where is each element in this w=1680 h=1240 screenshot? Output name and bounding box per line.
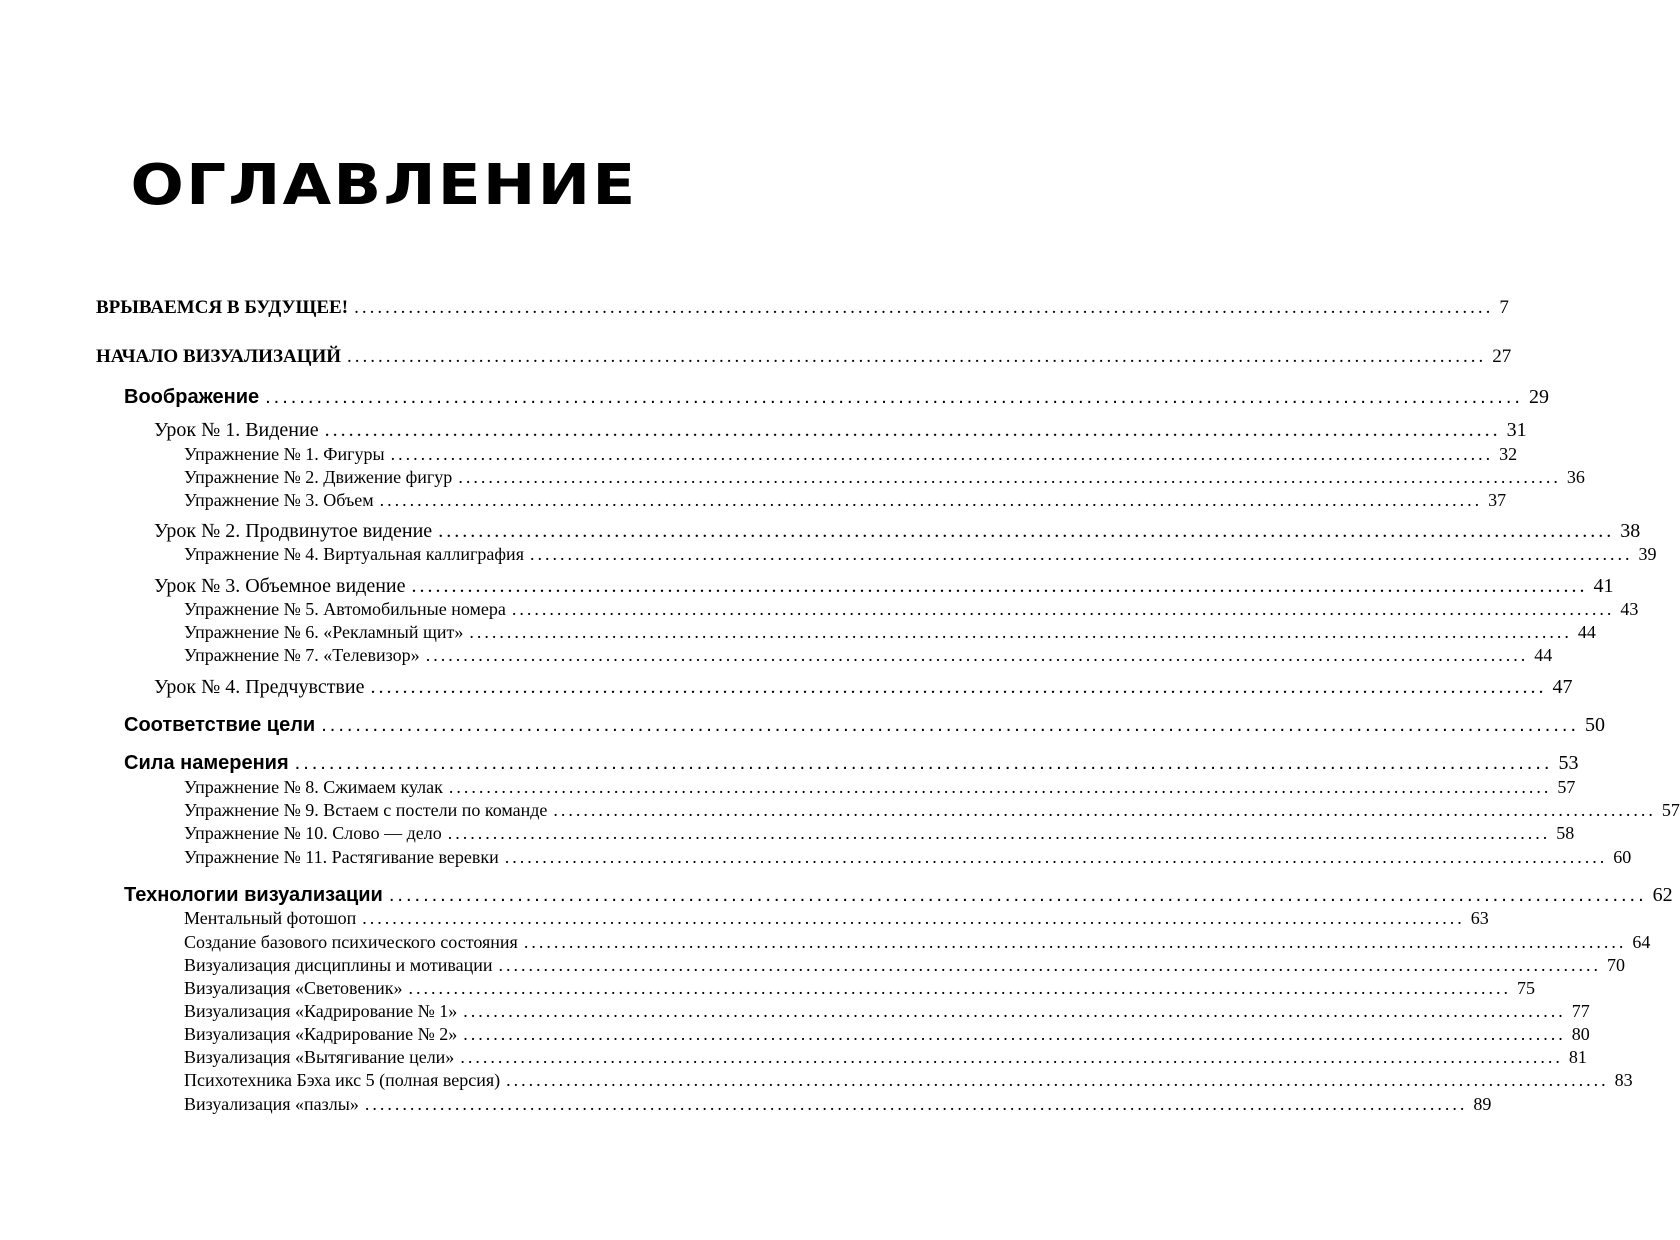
toc-entry[interactable] [154, 418, 1527, 442]
toc-entry-label: Визуализация «пазлы» [184, 1094, 359, 1114]
toc-entry[interactable] [184, 1022, 1590, 1046]
toc-entry[interactable] [154, 574, 1614, 598]
dot-leader: ................................................................................................................................................... [425, 645, 1529, 665]
toc-entry-label: Упражнение № 10. Слово — дело [184, 823, 442, 843]
dot-leader: ................................................................................................................................................... [354, 297, 1494, 318]
dot-leader: ................................................................................................................................................... [460, 1047, 1563, 1067]
toc-entry-page-number: 27 [1492, 346, 1512, 367]
toc-entry-page-number: 44 [1577, 622, 1596, 642]
toc-entry[interactable] [184, 465, 1585, 489]
toc-entry-page-number: 39 [1638, 544, 1657, 564]
toc-entry[interactable] [184, 798, 1680, 822]
toc-entry-page-number: 60 [1613, 847, 1632, 867]
toc-entry-page-number: 44 [1534, 645, 1553, 665]
dot-leader: ................................................................................................................................................... [498, 955, 1601, 975]
toc-entry[interactable] [184, 1092, 1492, 1116]
toc-entry[interactable] [184, 976, 1535, 1000]
toc-entry-label: Создание базового психического состояния [184, 932, 518, 952]
dot-leader: ................................................................................................................................................... [523, 932, 1627, 952]
toc-entry-page-number: 75 [1516, 978, 1535, 998]
toc-entry[interactable] [184, 488, 1507, 512]
toc-entry-page-number: 47 [1552, 676, 1573, 698]
toc-entry-page-number: 43 [1620, 599, 1639, 619]
dot-leader: ................................................................................................................................................... [388, 884, 1647, 906]
toc-entry[interactable] [124, 751, 1579, 775]
toc-entry-label: Упражнение № 9. Встаем с постели по команде [184, 800, 548, 820]
toc-entry[interactable] [124, 385, 1549, 409]
toc-entry-page-number: 38 [1620, 520, 1641, 542]
dot-leader: ................................................................................................................................................... [390, 444, 1494, 464]
toc-entry-label: Визуализация дисциплины и мотивации [184, 955, 493, 975]
page-title: ОГЛАВЛЕНИЕ [130, 153, 638, 218]
toc-entry-page-number: 36 [1566, 467, 1585, 487]
dot-leader: ................................................................................................................................................... [463, 1024, 1566, 1044]
toc-entry[interactable] [184, 542, 1657, 566]
dot-leader: ................................................................................................................................................... [447, 823, 1551, 843]
dot-leader: ................................................................................................................................................... [364, 1094, 1468, 1114]
toc-entry-label: Визуализация «Световеник» [184, 978, 403, 998]
toc-entry-label: Визуализация «Вытягивание цели» [184, 1047, 455, 1067]
toc-entry-page-number: 58 [1556, 823, 1575, 843]
toc-entry-label: Урок № 3. Объемное видение [154, 575, 406, 597]
toc-entry[interactable] [124, 883, 1673, 907]
toc-entry[interactable] [184, 953, 1625, 977]
toc-entry-label: Соответствие цели [124, 714, 316, 736]
dot-leader: ................................................................................................................................................... [379, 490, 1483, 510]
toc-entry-page-number: 7 [1499, 297, 1509, 318]
toc-entry-label: Упражнение № 7. «Телевизор» [184, 645, 420, 665]
toc-entry[interactable] [184, 775, 1576, 799]
toc-entry[interactable] [184, 1068, 1633, 1092]
dot-leader: ................................................................................................................................................... [265, 386, 1523, 408]
toc-entry-page-number: 31 [1506, 419, 1527, 441]
toc-entry-label: Урок № 2. Продвинутое видение [154, 520, 433, 542]
toc-entry-label: Визуализация «Кадрирование № 1» [184, 1001, 458, 1021]
toc-entry-page-number: 77 [1571, 1001, 1590, 1021]
toc-entry[interactable] [184, 845, 1632, 869]
toc-entry-page-number: 64 [1632, 932, 1651, 952]
toc-entry-label: Ментальный фотошоп [184, 908, 357, 928]
dot-leader: ................................................................................................................................................... [469, 622, 1572, 642]
toc-entry[interactable] [184, 1045, 1587, 1069]
toc-entry-label: Упражнение № 2. Движение фигур [184, 467, 453, 487]
dot-leader: ................................................................................................................................................... [347, 346, 1487, 367]
toc-entry[interactable] [184, 597, 1639, 621]
dot-leader: ................................................................................................................................................... [362, 908, 1465, 928]
toc-entry-label: Упражнение № 4. Виртуальная каллиграфия [184, 544, 524, 564]
toc-entry[interactable] [184, 821, 1575, 845]
dot-leader: ................................................................................................................................................... [411, 575, 1588, 597]
toc-entry-label: Упражнение № 3. Объем [184, 490, 374, 510]
dot-leader: ................................................................................................................................................... [408, 978, 1511, 998]
toc-entry[interactable] [184, 643, 1553, 667]
toc-entry-label: Воображение [124, 386, 260, 408]
toc-entry-page-number: 53 [1558, 752, 1579, 774]
dot-leader: ................................................................................................................................................... [504, 847, 1608, 867]
toc-entry-label: ВРЫВАЕМСЯ В БУДУЩЕЕ! [96, 297, 349, 318]
toc-entry-page-number: 41 [1593, 575, 1614, 597]
toc-entry-page-number: 62 [1652, 884, 1673, 906]
toc-entry-label: НАЧАЛО ВИЗУАЛИЗАЦИЙ [96, 346, 342, 367]
dot-leader: ................................................................................................................................................... [553, 800, 1656, 820]
toc-entry-label: Упражнение № 8. Сжимаем кулак [184, 777, 443, 797]
toc-entry-page-number: 89 [1473, 1094, 1492, 1114]
toc-entry-page-number: 57 [1557, 777, 1576, 797]
dot-leader: ................................................................................................................................................... [463, 1001, 1566, 1021]
toc-entry[interactable] [154, 675, 1573, 699]
toc-entry-page-number: 57 [1661, 800, 1680, 820]
dot-leader: ................................................................................................................................................... [448, 777, 1552, 797]
toc-entry[interactable] [184, 620, 1596, 644]
toc-entry-page-number: 83 [1614, 1070, 1633, 1090]
toc-entry-page-number: 63 [1470, 908, 1489, 928]
dot-leader: ................................................................................................................................................... [370, 676, 1547, 698]
toc-entry[interactable] [124, 713, 1606, 737]
toc-entry[interactable] [154, 519, 1641, 543]
toc-entry-label: Упражнение № 5. Автомобильные номера [184, 599, 506, 619]
dot-leader: ................................................................................................................................................... [529, 544, 1633, 564]
toc-entry-page-number: 70 [1607, 955, 1625, 975]
toc-entry[interactable] [184, 930, 1651, 954]
toc-entry-page-number: 32 [1499, 444, 1518, 464]
toc-entry[interactable] [184, 442, 1518, 466]
toc-entry-page-number: 80 [1571, 1024, 1590, 1044]
dot-leader: ................................................................................................................................................... [321, 714, 1580, 736]
dot-leader: ................................................................................................................................................... [294, 752, 1553, 774]
toc-entry-page-number: 50 [1585, 714, 1606, 736]
toc-entry-label: Урок № 1. Видение [154, 419, 319, 441]
dot-leader: ................................................................................................................................................... [458, 467, 1561, 487]
toc-entry-label: Упражнение № 1. Фигуры [184, 444, 385, 464]
dot-leader: ................................................................................................................................................... [438, 520, 1615, 542]
toc-entry-label: Технологии визуализации [124, 884, 383, 906]
dot-leader: ................................................................................................................................................... [511, 599, 1615, 619]
toc-entry-page-number: 37 [1488, 490, 1507, 510]
toc-entry[interactable] [96, 296, 1509, 320]
toc-entry-label: Сила намерения [124, 752, 289, 774]
toc-entry[interactable] [96, 345, 1512, 369]
toc-entry[interactable] [184, 999, 1590, 1023]
toc-entry-page-number: 29 [1528, 386, 1549, 408]
toc-entry-label: Упражнение № 11. Растягивание веревки [184, 847, 499, 867]
dot-leader: ................................................................................................................................................... [506, 1070, 1609, 1090]
toc-entry-label: Урок № 4. Предчувствие [154, 676, 365, 698]
toc-entry-label: Психотехника Бэха икс 5 (полная версия) [184, 1070, 501, 1090]
toc-entry-label: Упражнение № 6. «Рекламный щит» [184, 622, 464, 642]
toc-entry-page-number: 81 [1568, 1047, 1587, 1067]
toc-entry-label: Визуализация «Кадрирование № 2» [184, 1024, 458, 1044]
toc-entry[interactable] [184, 906, 1489, 930]
dot-leader: ................................................................................................................................................... [324, 419, 1501, 441]
